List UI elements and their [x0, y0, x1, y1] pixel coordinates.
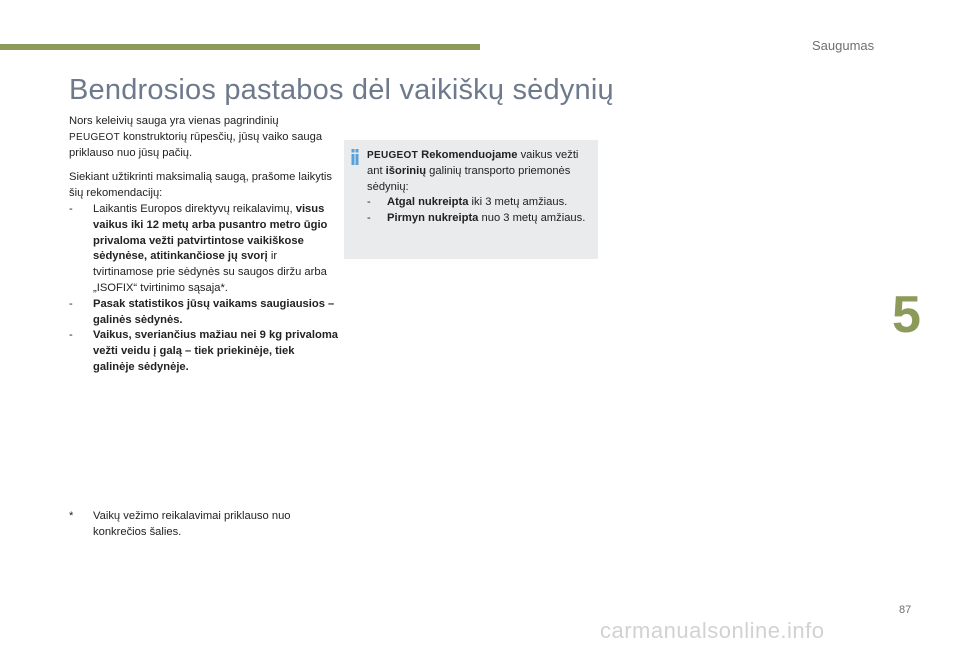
list-item — [69, 202, 339, 297]
info-item-bold: Atgal nukreipta — [387, 196, 469, 209]
info-text-1: vaikus vežti ant — [367, 149, 579, 177]
footnote — [69, 509, 339, 541]
info-item-text: nuo 3 metų amžiaus. — [478, 212, 586, 225]
intro-text-after: konstruktorių rūpesčių, jūsų vaiko sauga priklauso nuo jūsų pačių. — [69, 130, 323, 159]
item-bold: Vaikus, sveriančius mažiau nei 9 kg privaloma vežti veidu į galą – tiek priekinėje, tiek galinėje sėdynėje. — [93, 329, 338, 373]
item-normal-after: ir tvirtinamose prie sėdynės su saugos diržu arba „ISOFIX“ tvirtinimo sąsaja*. — [93, 250, 327, 294]
info-list-text — [387, 195, 592, 211]
item-normal-before: Laikantis Europos direktyvų reikalavimų, — [93, 202, 293, 215]
watermark: carmanualsonline.info — [600, 618, 825, 643]
list-dash: - — [69, 202, 73, 215]
info-list-item — [367, 195, 592, 211]
info-paragraph — [367, 148, 592, 195]
info-box — [344, 140, 598, 259]
info-bold-2: išorinių — [385, 164, 427, 177]
recommendations-lead: Siekiant užtikrinti maksimalią saugą, prašome laikytis šių rekomendacijų: — [69, 171, 333, 200]
page-number: 87 — [899, 604, 912, 616]
list-dash: - — [69, 329, 73, 342]
intro-text-before: Nors keleivių sauga yra vienas pagrindinių — [69, 115, 279, 127]
footnote-text: Vaikų vežimo reikalavimai priklauso nuo konkrečios šalies. — [93, 510, 291, 538]
intro-brand: PEUGEOT — [69, 131, 120, 143]
list-dash: - — [367, 212, 371, 225]
info-item-text: iki 3 metų amžiaus. — [468, 196, 568, 209]
info-brand: PEUGEOT — [367, 150, 418, 161]
item-bold: Pasak statistikos jūsų vaikams saugiausios – galinės sėdynės. — [93, 297, 335, 326]
section-accent-bar — [0, 44, 480, 50]
intro-paragraph — [69, 114, 339, 161]
info-text — [367, 148, 592, 227]
list-item — [69, 297, 339, 329]
info-list-item — [367, 211, 592, 227]
info-item-bold: Pirmyn nukreipta — [387, 212, 479, 225]
main-column — [69, 114, 339, 376]
list-dash: - — [69, 297, 73, 310]
list-item-text — [93, 202, 339, 297]
list-item — [69, 328, 339, 375]
page-title: Bendrosios pastabos dėl vaikiškų sėdynių — [69, 74, 614, 106]
footnote-marker: * — [69, 510, 74, 522]
info-text-2: galinių transporto priemonės sėdynių: — [367, 164, 571, 193]
list-dash: - — [367, 196, 371, 209]
info-list-text — [387, 211, 592, 227]
info-bold-1: Rekomenduojame — [418, 149, 518, 161]
item-bold: visus vaikus iki 12 metų arba pusantro metro ūgio privaloma vežti patvirtintose vaikiškose sėdynėse, atitinkančiose jų svorį — [93, 202, 328, 263]
section-name: Saugumas — [812, 38, 875, 53]
info-icon — [351, 148, 365, 166]
chapter-number: 5 — [892, 286, 921, 344]
